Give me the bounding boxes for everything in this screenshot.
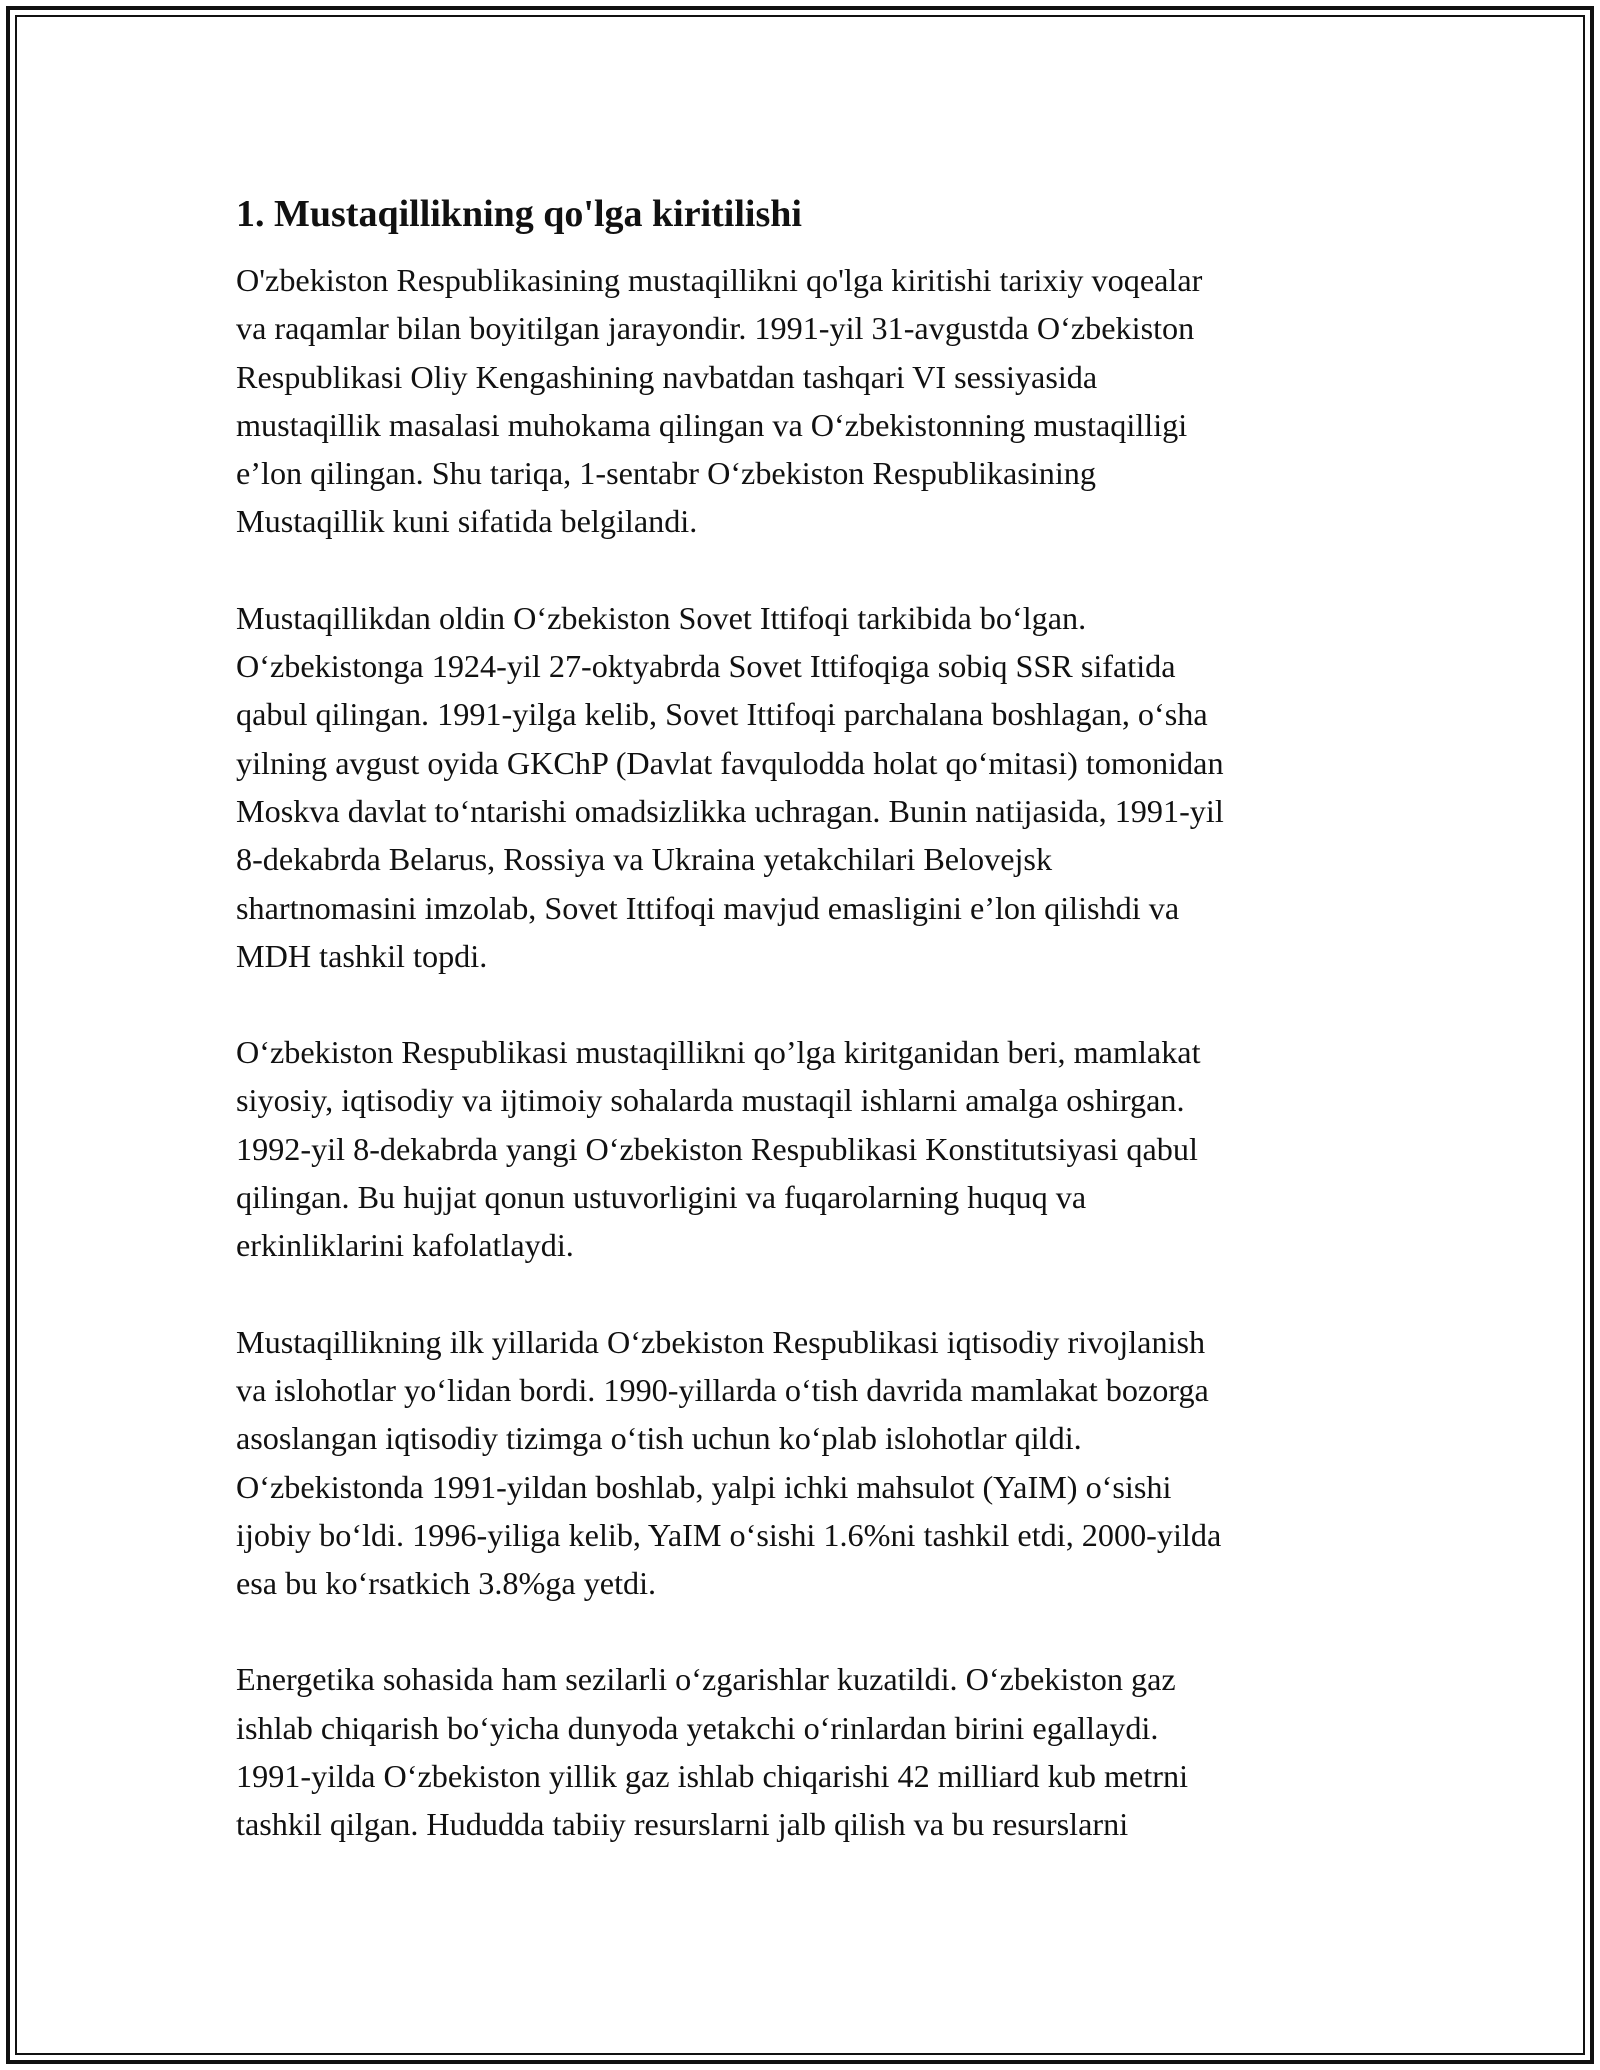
paragraph-3 [236, 1028, 1371, 1269]
text-line: Mustaqillik kuni sifatida belgilandi. [236, 503, 698, 540]
text-line: erkinliklarini kafolatlaydi. [236, 1227, 574, 1264]
text-line: asoslangan iqtisodiy tizimga o‘tish uchun ko‘plab islohotlar qildi. [236, 1420, 1082, 1457]
text-line: ishlab chiqarish bo‘yicha dunyoda yetakchi o‘rinlardan birini egallaydi. [236, 1709, 1159, 1746]
text-line: MDH tashkil topdi. [236, 937, 488, 974]
text-line: O'zbekiston Respublikasining mustaqillikni qo'lga kiritishi tarixiy voqealar [236, 262, 1203, 298]
text-line: O‘zbekistonga 1924-yil 27-oktyabrda Sovet Ittifoqiga sobiq SSR sifatida [236, 648, 1176, 685]
text-line: Energetika sohasida ham sezilarli o‘zgarishlar kuzatildi. O‘zbekiston gaz [236, 1661, 1176, 1698]
text-line: esa bu ko‘rsatkich 3.8%ga yetdi. [236, 1565, 657, 1602]
section-title: 1. Mustaqillikning qo'lga kiritilishi [236, 193, 802, 235]
text-line: ijobiy bo‘ldi. 1996-yiliga kelib, YaIM o‘sishi 1.6%ni tashkil etdi, 2000-yilda [236, 1516, 1222, 1553]
text-line: Respublikasi Oliy Kengashining navbatdan tashqari VI sessiyasida [236, 358, 1098, 395]
paragraph-5 [236, 1655, 1371, 1848]
text-line: shartnomasini imzolab, Sovet Ittifoqi mavjud emasligini e’lon qilishdi va [236, 889, 1180, 926]
text-line: mustaqillik masalasi muhokama qilingan va O‘zbekistonning mustaqilligi [236, 406, 1188, 443]
paragraph-1 [236, 256, 1371, 546]
paragraph-2 [236, 594, 1371, 980]
text-line: e’lon qilingan. Shu tariqa, 1-sentabr O‘zbekiston Respublikasining [236, 455, 1096, 492]
text-line: 8-dekabrda Belarus, Rossiya va Ukraina yetakchilari Belovejsk [236, 841, 1053, 878]
text-line: 1991-yilda O‘zbekiston yillik gaz ishlab chiqarishi 42 milliard kub metrni [236, 1758, 1189, 1795]
text-line: qabul qilingan. 1991-yilga kelib, Sovet Ittifoqi parchalana boshlagan, o‘sha [236, 696, 1208, 733]
text-line: va raqamlar bilan boyitilgan jarayondir. 1991-yil 31-avgustda O‘zbekiston [236, 310, 1195, 347]
document-body [236, 190, 1371, 1897]
paragraph-4 [236, 1318, 1371, 1608]
text-line: siyosiy, iqtisodiy va ijtimoiy sohalarda mustaqil ishlarni amalga oshirgan. [236, 1082, 1185, 1119]
text-line: va islohotlar yo‘lidan bordi. 1990-yillarda o‘tish davrida mamlakat bozorga [236, 1371, 1209, 1408]
text-line: yilning avgust oyida GKChP (Davlat favqulodda holat qo‘mitasi) tomonidan [236, 744, 1224, 781]
text-line: tashkil qilgan. Hududda tabiiy resurslarni jalb qilish va bu resurslarni [236, 1806, 1129, 1843]
text-line: qilingan. Bu hujjat qonun ustuvorligini va fuqarolarning huquq va [236, 1179, 1087, 1216]
text-line: 1992-yil 8-dekabrda yangi O‘zbekiston Respublikasi Konstitutsiyasi qabul [236, 1130, 1198, 1167]
text-line: O‘zbekistonda 1991-yildan boshlab, yalpi ichki mahsulot (YaIM) o‘sishi [236, 1468, 1172, 1505]
text-line: Mustaqillikdan oldin O‘zbekiston Sovet Ittifoqi tarkibida bo‘lgan. [236, 599, 1087, 636]
text-line: Moskva davlat to‘ntarishi omadsizlikka uchragan. Bunin natijasida, 1991-yil [236, 792, 1224, 829]
text-line: Mustaqillikning ilk yillarida O‘zbekiston Respublikasi iqtisodiy rivojlanish [236, 1323, 1206, 1360]
text-line: O‘zbekiston Respublikasi mustaqillikni qo’lga kiritganidan beri, mamlakat [236, 1034, 1201, 1071]
